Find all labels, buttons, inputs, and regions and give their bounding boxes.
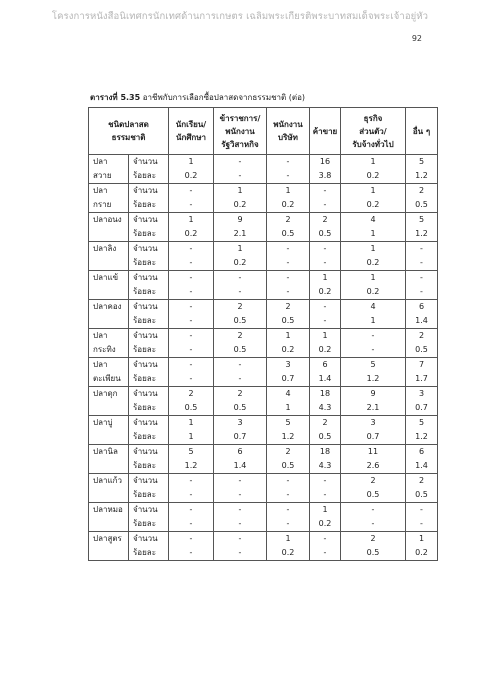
table-row — [89, 329, 438, 344]
count-value-cell: 1 — [267, 184, 310, 199]
count-value-cell: 1 — [341, 242, 406, 257]
table-row — [89, 227, 438, 242]
column-header — [214, 108, 267, 155]
count-value-cell: - — [214, 358, 267, 373]
percent-value-cell: - — [310, 488, 341, 503]
percent-value-cell: 0.5 — [214, 314, 267, 329]
count-label-cell: จำนวน — [129, 271, 169, 286]
percent-value-cell: 1.2 — [267, 430, 310, 445]
fish-name-cell — [89, 488, 129, 503]
percent-label-cell: ร้อยละ — [129, 459, 169, 474]
count-value-cell: 18 — [310, 387, 341, 402]
table-row — [89, 474, 438, 489]
percent-value-cell: 0.2 — [341, 198, 406, 213]
count-value-cell: 4 — [341, 300, 406, 315]
count-label-cell: จำนวน — [129, 387, 169, 402]
table-row — [89, 358, 438, 373]
fish-name-cell: ตะเพียน — [89, 372, 129, 387]
percent-label-cell: ร้อยละ — [129, 343, 169, 358]
fish-name-cell: ปลาหมอ — [89, 503, 129, 518]
count-value-cell: 5 — [406, 155, 438, 170]
percent-label-cell: ร้อยละ — [129, 546, 169, 561]
percent-value-cell: - — [341, 343, 406, 358]
count-value-cell: - — [406, 242, 438, 257]
count-value-cell: 5 — [406, 213, 438, 228]
percent-label-cell: ร้อยละ — [129, 314, 169, 329]
percent-value-cell: 2.6 — [341, 459, 406, 474]
fish-name-cell: กระทิง — [89, 343, 129, 358]
fish-name-cell: ปลาอนง — [89, 213, 129, 228]
fish-name-cell — [89, 285, 129, 300]
count-value-cell: - — [169, 503, 214, 518]
percent-value-cell: - — [310, 314, 341, 329]
count-label-cell: จำนวน — [129, 300, 169, 315]
count-value-cell: 3 — [341, 416, 406, 431]
count-value-cell: 3 — [267, 358, 310, 373]
percent-value-cell: 0.2 — [310, 517, 341, 532]
percent-value-cell: - — [267, 285, 310, 300]
column-header-line: นักเรียน/ — [175, 120, 207, 129]
fish-name-cell — [89, 459, 129, 474]
table-row — [89, 169, 438, 184]
percent-label-cell: ร้อยละ — [129, 488, 169, 503]
count-label-cell: จำนวน — [129, 329, 169, 344]
count-value-cell: 2 — [169, 387, 214, 402]
percent-value-cell: - — [169, 343, 214, 358]
fish-name-cell: ปลา — [89, 155, 129, 170]
percent-value-cell: 0.7 — [214, 430, 267, 445]
column-header-line: พนักงาน — [273, 120, 303, 129]
percent-value-cell: - — [169, 546, 214, 561]
percent-value-cell: 0.7 — [341, 430, 406, 445]
column-header — [406, 108, 438, 155]
percent-value-cell: 0.2 — [341, 285, 406, 300]
percent-label-cell: ร้อยละ — [129, 169, 169, 184]
table-row — [89, 314, 438, 329]
count-value-cell: 4 — [341, 213, 406, 228]
percent-value-cell: 1.2 — [406, 169, 438, 184]
count-value-cell: - — [169, 184, 214, 199]
count-value-cell: 2 — [310, 213, 341, 228]
column-header-line: ชนิดปลาสด — [108, 120, 149, 129]
fish-name-cell: ปลาสูตร — [89, 532, 129, 547]
percent-value-cell: 0.2 — [406, 546, 438, 561]
fish-name-cell — [89, 314, 129, 329]
count-value-cell: - — [169, 300, 214, 315]
count-label-cell: จำนวน — [129, 155, 169, 170]
percent-value-cell: 1.4 — [406, 459, 438, 474]
fish-name-cell — [89, 227, 129, 242]
percent-value-cell: - — [214, 285, 267, 300]
fish-name-cell: ปลาคอง — [89, 300, 129, 315]
count-value-cell: - — [267, 474, 310, 489]
table-row — [89, 300, 438, 315]
percent-value-cell: - — [169, 285, 214, 300]
percent-label-cell: ร้อยละ — [129, 430, 169, 445]
count-label-cell: จำนวน — [129, 416, 169, 431]
percent-label-cell: ร้อยละ — [129, 517, 169, 532]
count-value-cell: - — [310, 300, 341, 315]
percent-value-cell: - — [310, 256, 341, 271]
count-value-cell: 1 — [310, 271, 341, 286]
fish-name-cell: ปลา — [89, 329, 129, 344]
fish-name-cell: ปลา — [89, 358, 129, 373]
column-header-line: ค้าขาย — [312, 126, 338, 136]
count-value-cell: - — [214, 503, 267, 518]
count-value-cell: 3 — [406, 387, 438, 402]
percent-value-cell: - — [267, 256, 310, 271]
percent-value-cell: 0.5 — [406, 488, 438, 503]
count-value-cell: - — [267, 242, 310, 257]
count-value-cell: - — [267, 503, 310, 518]
percent-value-cell: 2.1 — [214, 227, 267, 242]
count-value-cell: - — [310, 242, 341, 257]
count-value-cell: - — [169, 242, 214, 257]
table-header-row — [89, 108, 438, 155]
percent-value-cell: 0.2 — [267, 546, 310, 561]
fish-name-cell: ปลานิล — [89, 445, 129, 460]
count-value-cell: - — [310, 532, 341, 547]
table-row — [89, 416, 438, 431]
column-header-line: พนักงาน — [225, 126, 255, 136]
table-caption-text: อาชีพกับการเลือกซื้อปลาสดจากธรรมชาติ (ต่อ) — [140, 93, 306, 102]
count-value-cell: 7 — [406, 358, 438, 373]
count-value-cell: 1 — [341, 184, 406, 199]
percent-label-cell: ร้อยละ — [129, 401, 169, 416]
percent-value-cell: 0.2 — [169, 227, 214, 242]
percent-value-cell: 2.1 — [341, 401, 406, 416]
count-label-cell: จำนวน — [129, 358, 169, 373]
count-label-cell: จำนวน — [129, 445, 169, 460]
count-label-cell: จำนวน — [129, 474, 169, 489]
count-value-cell: - — [214, 474, 267, 489]
fish-occupation-table — [88, 107, 438, 561]
count-label-cell: จำนวน — [129, 242, 169, 257]
count-value-cell: - — [341, 503, 406, 518]
percent-value-cell: - — [214, 517, 267, 532]
count-value-cell: 1 — [214, 242, 267, 257]
count-label-cell: จำนวน — [129, 213, 169, 228]
percent-value-cell: 1 — [341, 314, 406, 329]
column-header-line: ธรรมชาติ — [111, 133, 146, 142]
column-header-line: นักศึกษา — [176, 133, 206, 142]
percent-label-cell: ร้อยละ — [129, 256, 169, 271]
percent-value-cell: 0.2 — [214, 256, 267, 271]
count-value-cell: 5 — [341, 358, 406, 373]
count-value-cell: - — [267, 155, 310, 170]
running-header: โครงการหนังสือนิเทศกรนักเทศด้านการเกษตร เฉลิมพระเกียรติพระบาทสมเด็จพระเจ้าอยู่หัว — [51, 11, 429, 22]
percent-value-cell: 1.2 — [341, 372, 406, 387]
fish-name-cell — [89, 401, 129, 416]
table-row — [89, 546, 438, 561]
percent-value-cell: - — [169, 517, 214, 532]
count-value-cell: - — [214, 155, 267, 170]
percent-value-cell: - — [214, 488, 267, 503]
percent-value-cell: - — [169, 488, 214, 503]
count-value-cell: - — [214, 532, 267, 547]
count-value-cell: 6 — [406, 445, 438, 460]
percent-value-cell: 0.5 — [169, 401, 214, 416]
percent-value-cell: 0.5 — [214, 343, 267, 358]
table-row — [89, 387, 438, 402]
count-value-cell: - — [169, 532, 214, 547]
percent-value-cell: 0.7 — [406, 401, 438, 416]
percent-value-cell: 0.2 — [267, 343, 310, 358]
count-value-cell: - — [169, 474, 214, 489]
percent-value-cell: 1.2 — [169, 459, 214, 474]
column-header-line: รัฐวิสาหกิจ — [221, 139, 259, 149]
table-caption — [90, 91, 305, 104]
table-row — [89, 430, 438, 445]
table-row — [89, 256, 438, 271]
count-value-cell: 1 — [341, 155, 406, 170]
fish-name-cell — [89, 256, 129, 271]
percent-value-cell: 0.5 — [406, 343, 438, 358]
count-value-cell: 2 — [267, 445, 310, 460]
column-header — [169, 108, 214, 155]
percent-value-cell: - — [169, 256, 214, 271]
column-header-line: อื่น ๆ — [412, 126, 431, 136]
percent-value-cell: - — [169, 198, 214, 213]
percent-value-cell: 0.2 — [341, 169, 406, 184]
count-value-cell: 6 — [310, 358, 341, 373]
count-label-cell: จำนวน — [129, 532, 169, 547]
percent-value-cell: - — [267, 517, 310, 532]
percent-value-cell: 1.4 — [310, 372, 341, 387]
table-row — [89, 517, 438, 532]
count-value-cell: - — [267, 271, 310, 286]
count-value-cell: - — [169, 271, 214, 286]
fish-name-cell — [89, 430, 129, 445]
count-value-cell: 2 — [341, 532, 406, 547]
percent-value-cell: 1.2 — [406, 227, 438, 242]
count-value-cell: 6 — [214, 445, 267, 460]
percent-value-cell: 4.3 — [310, 401, 341, 416]
percent-value-cell: 0.5 — [406, 198, 438, 213]
percent-value-cell: - — [267, 169, 310, 184]
percent-value-cell: 0.5 — [267, 227, 310, 242]
count-value-cell: 5 — [406, 416, 438, 431]
percent-value-cell: - — [310, 198, 341, 213]
count-value-cell: - — [406, 503, 438, 518]
percent-label-cell: ร้อยละ — [129, 227, 169, 242]
count-value-cell: 2 — [214, 329, 267, 344]
count-value-cell: 1 — [310, 503, 341, 518]
table-row — [89, 401, 438, 416]
percent-value-cell: 1.4 — [406, 314, 438, 329]
percent-value-cell: 0.2 — [214, 198, 267, 213]
count-value-cell: 1 — [214, 184, 267, 199]
count-value-cell: - — [310, 184, 341, 199]
column-header-line: รับจ้างทั่วไป — [352, 139, 394, 149]
table-row — [89, 242, 438, 257]
percent-value-cell: 0.5 — [341, 546, 406, 561]
percent-value-cell: 1.2 — [406, 430, 438, 445]
percent-value-cell: - — [310, 546, 341, 561]
fish-name-cell: ปลาลิง — [89, 242, 129, 257]
table-row — [89, 198, 438, 213]
percent-value-cell: 0.5 — [267, 314, 310, 329]
percent-value-cell: - — [214, 372, 267, 387]
count-value-cell: - — [214, 271, 267, 286]
fish-name-cell — [89, 517, 129, 532]
count-value-cell: 2 — [214, 387, 267, 402]
count-label-cell: จำนวน — [129, 184, 169, 199]
count-value-cell: 1 — [169, 155, 214, 170]
table-row — [89, 184, 438, 199]
table-row — [89, 459, 438, 474]
table-row — [89, 532, 438, 547]
fish-name-cell: กราย — [89, 198, 129, 213]
percent-label-cell: ร้อยละ — [129, 198, 169, 213]
page-number: 92 — [411, 34, 422, 43]
count-value-cell: 2 — [406, 329, 438, 344]
percent-value-cell: 0.2 — [267, 198, 310, 213]
percent-value-cell: - — [341, 517, 406, 532]
column-header-line: ข้าราชการ/ — [219, 113, 261, 123]
count-value-cell: 2 — [406, 184, 438, 199]
count-value-cell: 1 — [169, 213, 214, 228]
count-value-cell: - — [341, 329, 406, 344]
percent-value-cell: - — [169, 314, 214, 329]
percent-value-cell: 3.8 — [310, 169, 341, 184]
count-value-cell: 1 — [267, 329, 310, 344]
count-value-cell: 16 — [310, 155, 341, 170]
percent-label-cell: ร้อยละ — [129, 372, 169, 387]
table-row — [89, 271, 438, 286]
table-row — [89, 445, 438, 460]
percent-value-cell: - — [214, 546, 267, 561]
table-row — [89, 488, 438, 503]
percent-value-cell: - — [214, 169, 267, 184]
table-row — [89, 503, 438, 518]
count-value-cell: 9 — [214, 213, 267, 228]
count-value-cell: 5 — [267, 416, 310, 431]
percent-value-cell: 0.2 — [310, 285, 341, 300]
column-header-line: ธุรกิจ — [363, 113, 383, 123]
percent-value-cell: - — [406, 285, 438, 300]
count-value-cell: 2 — [267, 300, 310, 315]
count-value-cell: 2 — [267, 213, 310, 228]
percent-value-cell: 0.5 — [267, 459, 310, 474]
count-value-cell: 9 — [341, 387, 406, 402]
percent-label-cell: ร้อยละ — [129, 285, 169, 300]
percent-value-cell: 0.5 — [310, 227, 341, 242]
count-value-cell: 2 — [406, 474, 438, 489]
count-value-cell: 18 — [310, 445, 341, 460]
fish-name-cell: ปลาดุก — [89, 387, 129, 402]
count-value-cell: 5 — [169, 445, 214, 460]
count-value-cell: 1 — [169, 416, 214, 431]
column-header — [89, 108, 169, 155]
table-row — [89, 155, 438, 170]
fish-name-cell: สวาย — [89, 169, 129, 184]
percent-value-cell: 0.7 — [267, 372, 310, 387]
percent-value-cell: 4.3 — [310, 459, 341, 474]
count-value-cell: - — [406, 271, 438, 286]
percent-value-cell: 1 — [267, 401, 310, 416]
column-header — [341, 108, 406, 155]
fish-name-cell: ปลาแข้ — [89, 271, 129, 286]
percent-value-cell: 0.2 — [169, 169, 214, 184]
count-value-cell: 3 — [214, 416, 267, 431]
percent-value-cell: - — [169, 372, 214, 387]
percent-value-cell: - — [406, 256, 438, 271]
column-header-line: บริษัท — [278, 133, 298, 142]
fish-name-cell: ปลาแก้ว — [89, 474, 129, 489]
count-value-cell: 1 — [341, 271, 406, 286]
percent-value-cell: - — [267, 488, 310, 503]
percent-value-cell: 1.7 — [406, 372, 438, 387]
count-value-cell: 1 — [406, 532, 438, 547]
percent-value-cell: 0.5 — [310, 430, 341, 445]
table-caption-label: ตารางที่ 5.35 — [90, 93, 141, 102]
table-row — [89, 213, 438, 228]
count-value-cell: 6 — [406, 300, 438, 315]
column-header — [267, 108, 310, 155]
fish-name-cell: ปลาบู่ — [89, 416, 129, 431]
count-value-cell: 1 — [310, 329, 341, 344]
count-value-cell: - — [310, 474, 341, 489]
fish-name-cell — [89, 546, 129, 561]
percent-value-cell: - — [406, 517, 438, 532]
count-value-cell: 1 — [267, 532, 310, 547]
count-value-cell: 2 — [341, 474, 406, 489]
count-value-cell: 4 — [267, 387, 310, 402]
percent-value-cell: 0.2 — [310, 343, 341, 358]
table-row — [89, 372, 438, 387]
table-row — [89, 343, 438, 358]
count-value-cell: - — [169, 358, 214, 373]
percent-value-cell: 0.5 — [214, 401, 267, 416]
count-label-cell: จำนวน — [129, 503, 169, 518]
column-header-line: ส่วนตัว/ — [359, 126, 387, 136]
percent-value-cell: 0.5 — [341, 488, 406, 503]
count-value-cell: 2 — [214, 300, 267, 315]
percent-value-cell: 0.2 — [341, 256, 406, 271]
column-header — [310, 108, 341, 155]
percent-value-cell: 1.4 — [214, 459, 267, 474]
count-value-cell: - — [169, 329, 214, 344]
percent-value-cell: 1 — [341, 227, 406, 242]
count-value-cell: 11 — [341, 445, 406, 460]
count-value-cell: 2 — [310, 416, 341, 431]
table-row — [89, 285, 438, 300]
percent-value-cell: 1 — [169, 430, 214, 445]
fish-name-cell: ปลา — [89, 184, 129, 199]
